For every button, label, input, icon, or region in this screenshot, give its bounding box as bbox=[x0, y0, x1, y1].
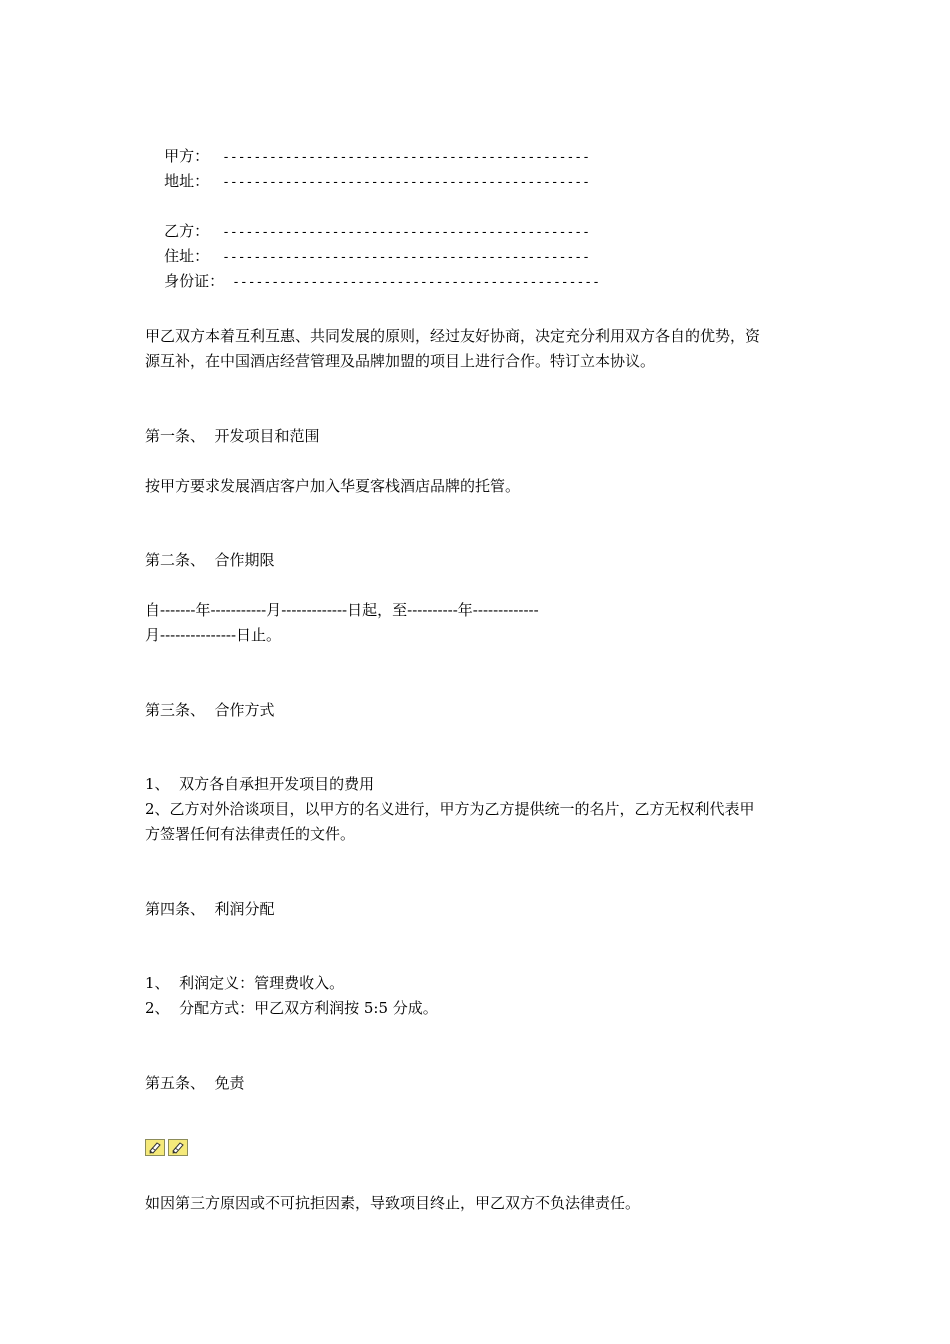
preamble-line-2: 源互补，在中国酒店经营管理及品牌加盟的项目上进行合作。特订立本协议。 bbox=[145, 352, 656, 370]
address-a-blank: ----------------------------------------------- bbox=[222, 175, 590, 190]
article-3-item-1: 1、 双方各自承担开发项目的费用 bbox=[145, 775, 375, 793]
address-a-label: 地址： bbox=[164, 172, 210, 190]
address-b-blank: ----------------------------------------------- bbox=[222, 250, 590, 265]
article-1-heading: 第一条、 开发项目和范围 bbox=[145, 427, 320, 445]
preamble-line-1: 甲乙双方本着互利互惠、共同发展的原则，经过友好协商，决定充分利用双方各自的优势，资 bbox=[145, 327, 761, 345]
id-label: 身份证： bbox=[164, 272, 225, 290]
party-a-row bbox=[145, 126, 590, 165]
address-b-row bbox=[145, 226, 590, 265]
article-1-body: 按甲方要求发展酒店客户加入华夏客栈酒店品牌的托管。 bbox=[145, 477, 521, 495]
party-a-blank: ----------------------------------------------- bbox=[222, 150, 590, 165]
article-3-item-2-line-2: 方签署任何有法律责任的文件。 bbox=[145, 825, 356, 843]
article-5-body: 如因第三方原因或不可抗拒因素，导致项目终止，甲乙双方不负法律责任。 bbox=[145, 1194, 641, 1212]
party-b-blank: ----------------------------------------------- bbox=[222, 225, 590, 240]
article-3-item-2-line-1: 2、乙方对外洽谈项目，以甲方的名义进行，甲方为乙方提供统一的名片，乙方无权利代表甲 bbox=[145, 800, 755, 818]
edit-icon[interactable] bbox=[168, 1139, 188, 1156]
id-blank: ----------------------------------------------- bbox=[232, 275, 600, 290]
article-4-heading: 第四条、 利润分配 bbox=[145, 900, 275, 918]
address-a-row bbox=[145, 151, 590, 190]
address-b-label: 住址： bbox=[164, 247, 210, 265]
article-3-heading: 第三条、 合作方式 bbox=[145, 701, 275, 719]
article-4-item-1: 1、 利润定义：管理费收入。 bbox=[145, 974, 345, 992]
embedded-icons bbox=[145, 1139, 188, 1157]
article-5-heading: 第五条、 免责 bbox=[145, 1074, 245, 1092]
edit-icon[interactable] bbox=[145, 1139, 165, 1156]
article-4-item-2: 2、 分配方式：甲乙双方利润按 5:5 分成。 bbox=[145, 999, 438, 1017]
party-a-label: 甲方： bbox=[164, 147, 210, 165]
article-2-line-1: 自-------年-----------月-------------日起，至----------年------------- bbox=[145, 601, 539, 619]
article-2-heading: 第二条、 合作期限 bbox=[145, 551, 275, 569]
id-row bbox=[145, 251, 600, 290]
party-b-row bbox=[145, 201, 590, 240]
article-2-line-2: 月---------------日止。 bbox=[145, 626, 282, 644]
party-b-label: 乙方： bbox=[164, 222, 210, 240]
